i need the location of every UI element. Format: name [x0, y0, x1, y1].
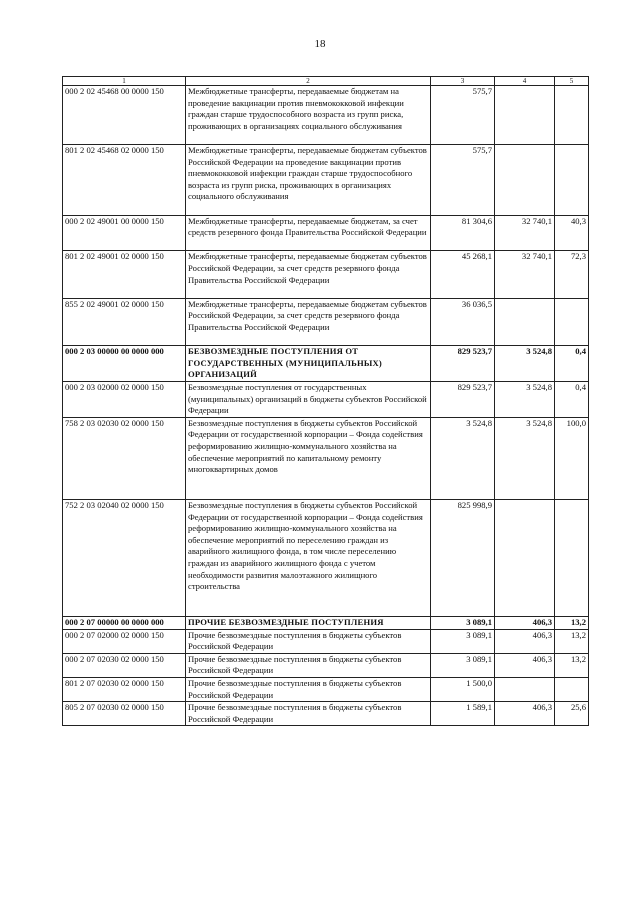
fact-cell: 3 524,8 [495, 346, 555, 382]
code-cell: 000 2 07 02000 02 0000 150 [63, 629, 186, 653]
name-cell: Прочие безвозмездные поступления в бюджеты субъектов Российской Федерации [186, 653, 431, 677]
name-cell: Прочие безвозмездные поступления в бюджеты субъектов Российской Федерации [186, 702, 431, 726]
code-cell: 000 2 03 02000 02 0000 150 [63, 381, 186, 417]
header-col-2: 2 [186, 77, 431, 86]
name-cell: Межбюджетные трансферты, передаваемые бюджетам субъектов Российской Федерации, за счет средств резервного фонда Правительства Российской Федерации [186, 251, 431, 298]
plan-cell: 575,7 [431, 145, 495, 216]
percent-cell: 0,4 [555, 346, 589, 382]
name-cell: Межбюджетные трансферты, передаваемые бюджетам на проведение вакцинации против пневмококковой инфекции граждан старше трудоспособного возраста из групп риска, проживающих в организациях социального обслуживания [186, 86, 431, 145]
table-row [63, 346, 589, 382]
header-row [63, 77, 589, 86]
header-col-4: 4 [495, 77, 555, 86]
name-cell: Прочие безвозмездные поступления в бюджеты субъектов Российской Федерации [186, 629, 431, 653]
table-row [63, 702, 589, 726]
table-row [63, 616, 589, 629]
code-cell: 855 2 02 49001 02 0000 150 [63, 298, 186, 345]
table-row [63, 417, 589, 499]
fact-cell [495, 145, 555, 216]
name-cell: ПРОЧИЕ БЕЗВОЗМЕЗДНЫЕ ПОСТУПЛЕНИЯ [186, 616, 431, 629]
percent-cell: 72,3 [555, 251, 589, 298]
code-cell: 758 2 03 02030 02 0000 150 [63, 417, 186, 499]
plan-cell: 3 089,1 [431, 653, 495, 677]
table-row [63, 298, 589, 345]
percent-cell [555, 499, 589, 616]
table-row [63, 145, 589, 216]
code-cell: 752 2 03 02040 02 0000 150 [63, 499, 186, 616]
budget-table [62, 76, 589, 726]
code-cell: 801 2 07 02030 02 0000 150 [63, 677, 186, 701]
name-cell: Межбюджетные трансферты, передаваемые бюджетам субъектов Российской Федерации на проведение вакцинации против пневмококковой инфекции граждан старше трудоспособного возраста из групп риска, проживающих в организациях социального обслуживания [186, 145, 431, 216]
code-cell: 000 2 07 02030 02 0000 150 [63, 653, 186, 677]
page-number: 18 [314, 38, 326, 50]
plan-cell: 829 523,7 [431, 346, 495, 382]
fact-cell: 3 524,8 [495, 417, 555, 499]
code-cell: 000 2 02 49001 00 0000 150 [63, 215, 186, 251]
percent-cell: 40,3 [555, 215, 589, 251]
fact-cell [495, 499, 555, 616]
name-cell: Безвозмездные поступления в бюджеты субъектов Российской Федерации от государственной корпорации – Фонда содействия реформированию жилищно-коммунального хозяйства на обеспечение мероприятий по капитальному ремонту многоквартирных домов [186, 417, 431, 499]
name-cell: Межбюджетные трансферты, передаваемые бюджетам субъектов Российской Федерации, за счет средств резервного фонда Правительства Российской Федерации [186, 298, 431, 345]
plan-cell: 36 036,5 [431, 298, 495, 345]
percent-cell: 100,0 [555, 417, 589, 499]
header-col-3: 3 [431, 77, 495, 86]
plan-cell: 825 998,9 [431, 499, 495, 616]
plan-cell: 1 500,0 [431, 677, 495, 701]
table-row [63, 499, 589, 616]
fact-cell: 3 524,8 [495, 381, 555, 417]
code-cell: 801 2 02 49001 02 0000 150 [63, 251, 186, 298]
percent-cell [555, 86, 589, 145]
code-cell: 801 2 02 45468 02 0000 150 [63, 145, 186, 216]
plan-cell: 3 524,8 [431, 417, 495, 499]
fact-cell: 32 740,1 [495, 215, 555, 251]
fact-cell: 406,3 [495, 629, 555, 653]
table-row [63, 251, 589, 298]
fact-cell: 406,3 [495, 702, 555, 726]
plan-cell: 3 089,1 [431, 616, 495, 629]
header-col-5: 5 [555, 77, 589, 86]
percent-cell [555, 298, 589, 345]
percent-cell: 25,6 [555, 702, 589, 726]
name-cell: Межбюджетные трансферты, передаваемые бюджетам, за счет средств резервного фонда Правительства Российской Федерации [186, 215, 431, 251]
plan-cell: 3 089,1 [431, 629, 495, 653]
table-row [63, 653, 589, 677]
code-cell: 000 2 07 00000 00 0000 000 [63, 616, 186, 629]
table-row [63, 86, 589, 145]
fact-cell [495, 677, 555, 701]
code-cell: 805 2 07 02030 02 0000 150 [63, 702, 186, 726]
percent-cell: 13,2 [555, 616, 589, 629]
header-col-1: 1 [63, 77, 186, 86]
percent-cell: 0,4 [555, 381, 589, 417]
code-cell: 000 2 03 00000 00 0000 000 [63, 346, 186, 382]
plan-cell: 45 268,1 [431, 251, 495, 298]
plan-cell: 1 589,1 [431, 702, 495, 726]
table-body [63, 86, 589, 726]
plan-cell: 81 304,6 [431, 215, 495, 251]
fact-cell [495, 86, 555, 145]
name-cell: БЕЗВОЗМЕЗДНЫЕ ПОСТУПЛЕНИЯ ОТ ГОСУДАРСТВЕННЫХ (МУНИЦИПАЛЬНЫХ) ОРГАНИЗАЦИЙ [186, 346, 431, 382]
fact-cell: 406,3 [495, 653, 555, 677]
fact-cell [495, 298, 555, 345]
fact-cell: 32 740,1 [495, 251, 555, 298]
percent-cell [555, 145, 589, 216]
table-row [63, 215, 589, 251]
table-row [63, 629, 589, 653]
fact-cell: 406,3 [495, 616, 555, 629]
table-row [63, 381, 589, 417]
plan-cell: 575,7 [431, 86, 495, 145]
name-cell: Безвозмездные поступления от государственных (муниципальных) организаций в бюджеты субъектов Российской Федерации [186, 381, 431, 417]
percent-cell [555, 677, 589, 701]
percent-cell: 13,2 [555, 629, 589, 653]
plan-cell: 829 523,7 [431, 381, 495, 417]
name-cell: Безвозмездные поступления в бюджеты субъектов Российской Федерации от государственной корпорации – Фонда содействия реформированию жилищно-коммунального хозяйства на обеспечение мероприятий по переселению граждан из аварийного жилищного фонда, в том числе переселению граждан из аварийного жилищного фонда с учетом необходимости развития малоэтажного жилищного строительства [186, 499, 431, 616]
code-cell: 000 2 02 45468 00 0000 150 [63, 86, 186, 145]
table-row [63, 677, 589, 701]
percent-cell: 13,2 [555, 653, 589, 677]
name-cell: Прочие безвозмездные поступления в бюджеты субъектов Российской Федерации [186, 677, 431, 701]
